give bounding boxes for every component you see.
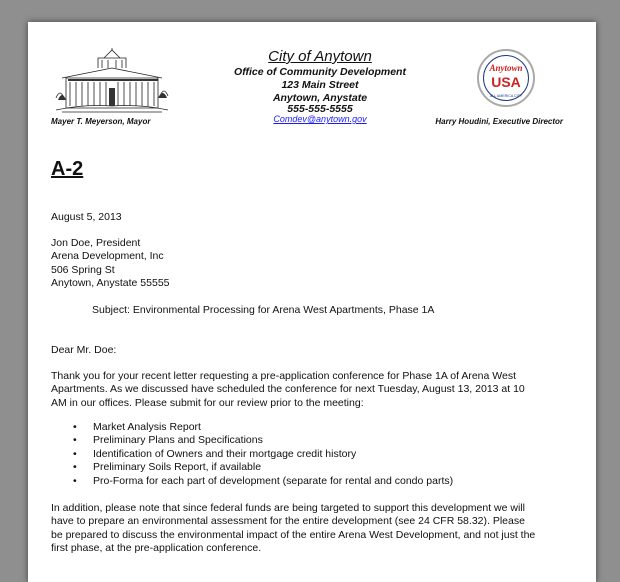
paragraph-line: have to prepare an environmental assessment for the entire development (see 24 CFR 58.32). Please — [51, 515, 525, 528]
city-seal — [476, 48, 536, 108]
phone-number: 555-555-5555 — [287, 103, 353, 115]
paragraph-line: be prepared to discuss the environmental impact of the entire Arena West Development, and not just the — [51, 528, 536, 541]
paragraph-line: AM in our offices. Please submit for our review prior to the meeting: — [51, 396, 364, 409]
document-code: A-2 — [51, 158, 84, 180]
letter-page — [28, 22, 596, 582]
recipient-line: Arena Development, Inc — [51, 250, 164, 263]
salutation: Dear Mr. Doe: — [51, 344, 117, 356]
seal-main-text: USA — [491, 74, 521, 90]
paragraph-line: Thank you for your recent letter requesting a pre-application conference for Phase 1A of Arena West — [51, 370, 516, 382]
paragraph-line: Apartments. As we discussed have scheduled the conference for next Tuesday, August 13, 2013 at 10 — [51, 383, 525, 396]
director-name: Harry Houdini, Executive Director — [435, 117, 563, 126]
letter-date: August 5, 2013 — [51, 211, 122, 223]
subject-line: Subject: Environmental Processing for Arena West Apartments, Phase 1A — [92, 304, 435, 316]
recipient-line: 506 Spring St — [51, 263, 115, 276]
seal-top-text: Anytown — [489, 63, 523, 73]
list-item: • Market Analysis Report — [51, 421, 581, 434]
city-state: Anytown, Anystate — [272, 92, 368, 104]
paragraph-1 — [51, 370, 525, 410]
courthouse-logo — [54, 48, 170, 120]
list-item: • Identification of Owners and their mortgage credit history — [51, 448, 581, 461]
list-item: • Preliminary Plans and Specifications — [51, 434, 581, 447]
paragraph-line: In addition, please note that since federal funds are being targeted to support this development we will — [51, 502, 525, 514]
seal-bottom-text: ALL AMERICA CITY — [489, 94, 523, 98]
list-item: • Preliminary Soils Report, if available — [51, 461, 581, 474]
city-name: City of Anytown — [268, 48, 372, 65]
office-name: Office of Community Development — [234, 66, 406, 78]
list-item: • Pro-Forma for each part of development (separate for rental and condo parts) — [51, 475, 581, 488]
paragraph-2 — [51, 502, 535, 556]
email-link[interactable]: Comdev@anytown.gov — [273, 114, 367, 124]
mayor-name: Mayer T. Meyerson, Mayor — [51, 117, 151, 126]
recipient-line: Jon Doe, President — [51, 237, 141, 249]
recipient-block — [51, 237, 170, 291]
recipient-line: Anytown, Anystate 55555 — [51, 277, 170, 290]
street-address: 123 Main Street — [281, 79, 359, 91]
paragraph-line: first phase, at the pre-application conference. — [51, 542, 262, 555]
submission-list — [51, 421, 581, 488]
